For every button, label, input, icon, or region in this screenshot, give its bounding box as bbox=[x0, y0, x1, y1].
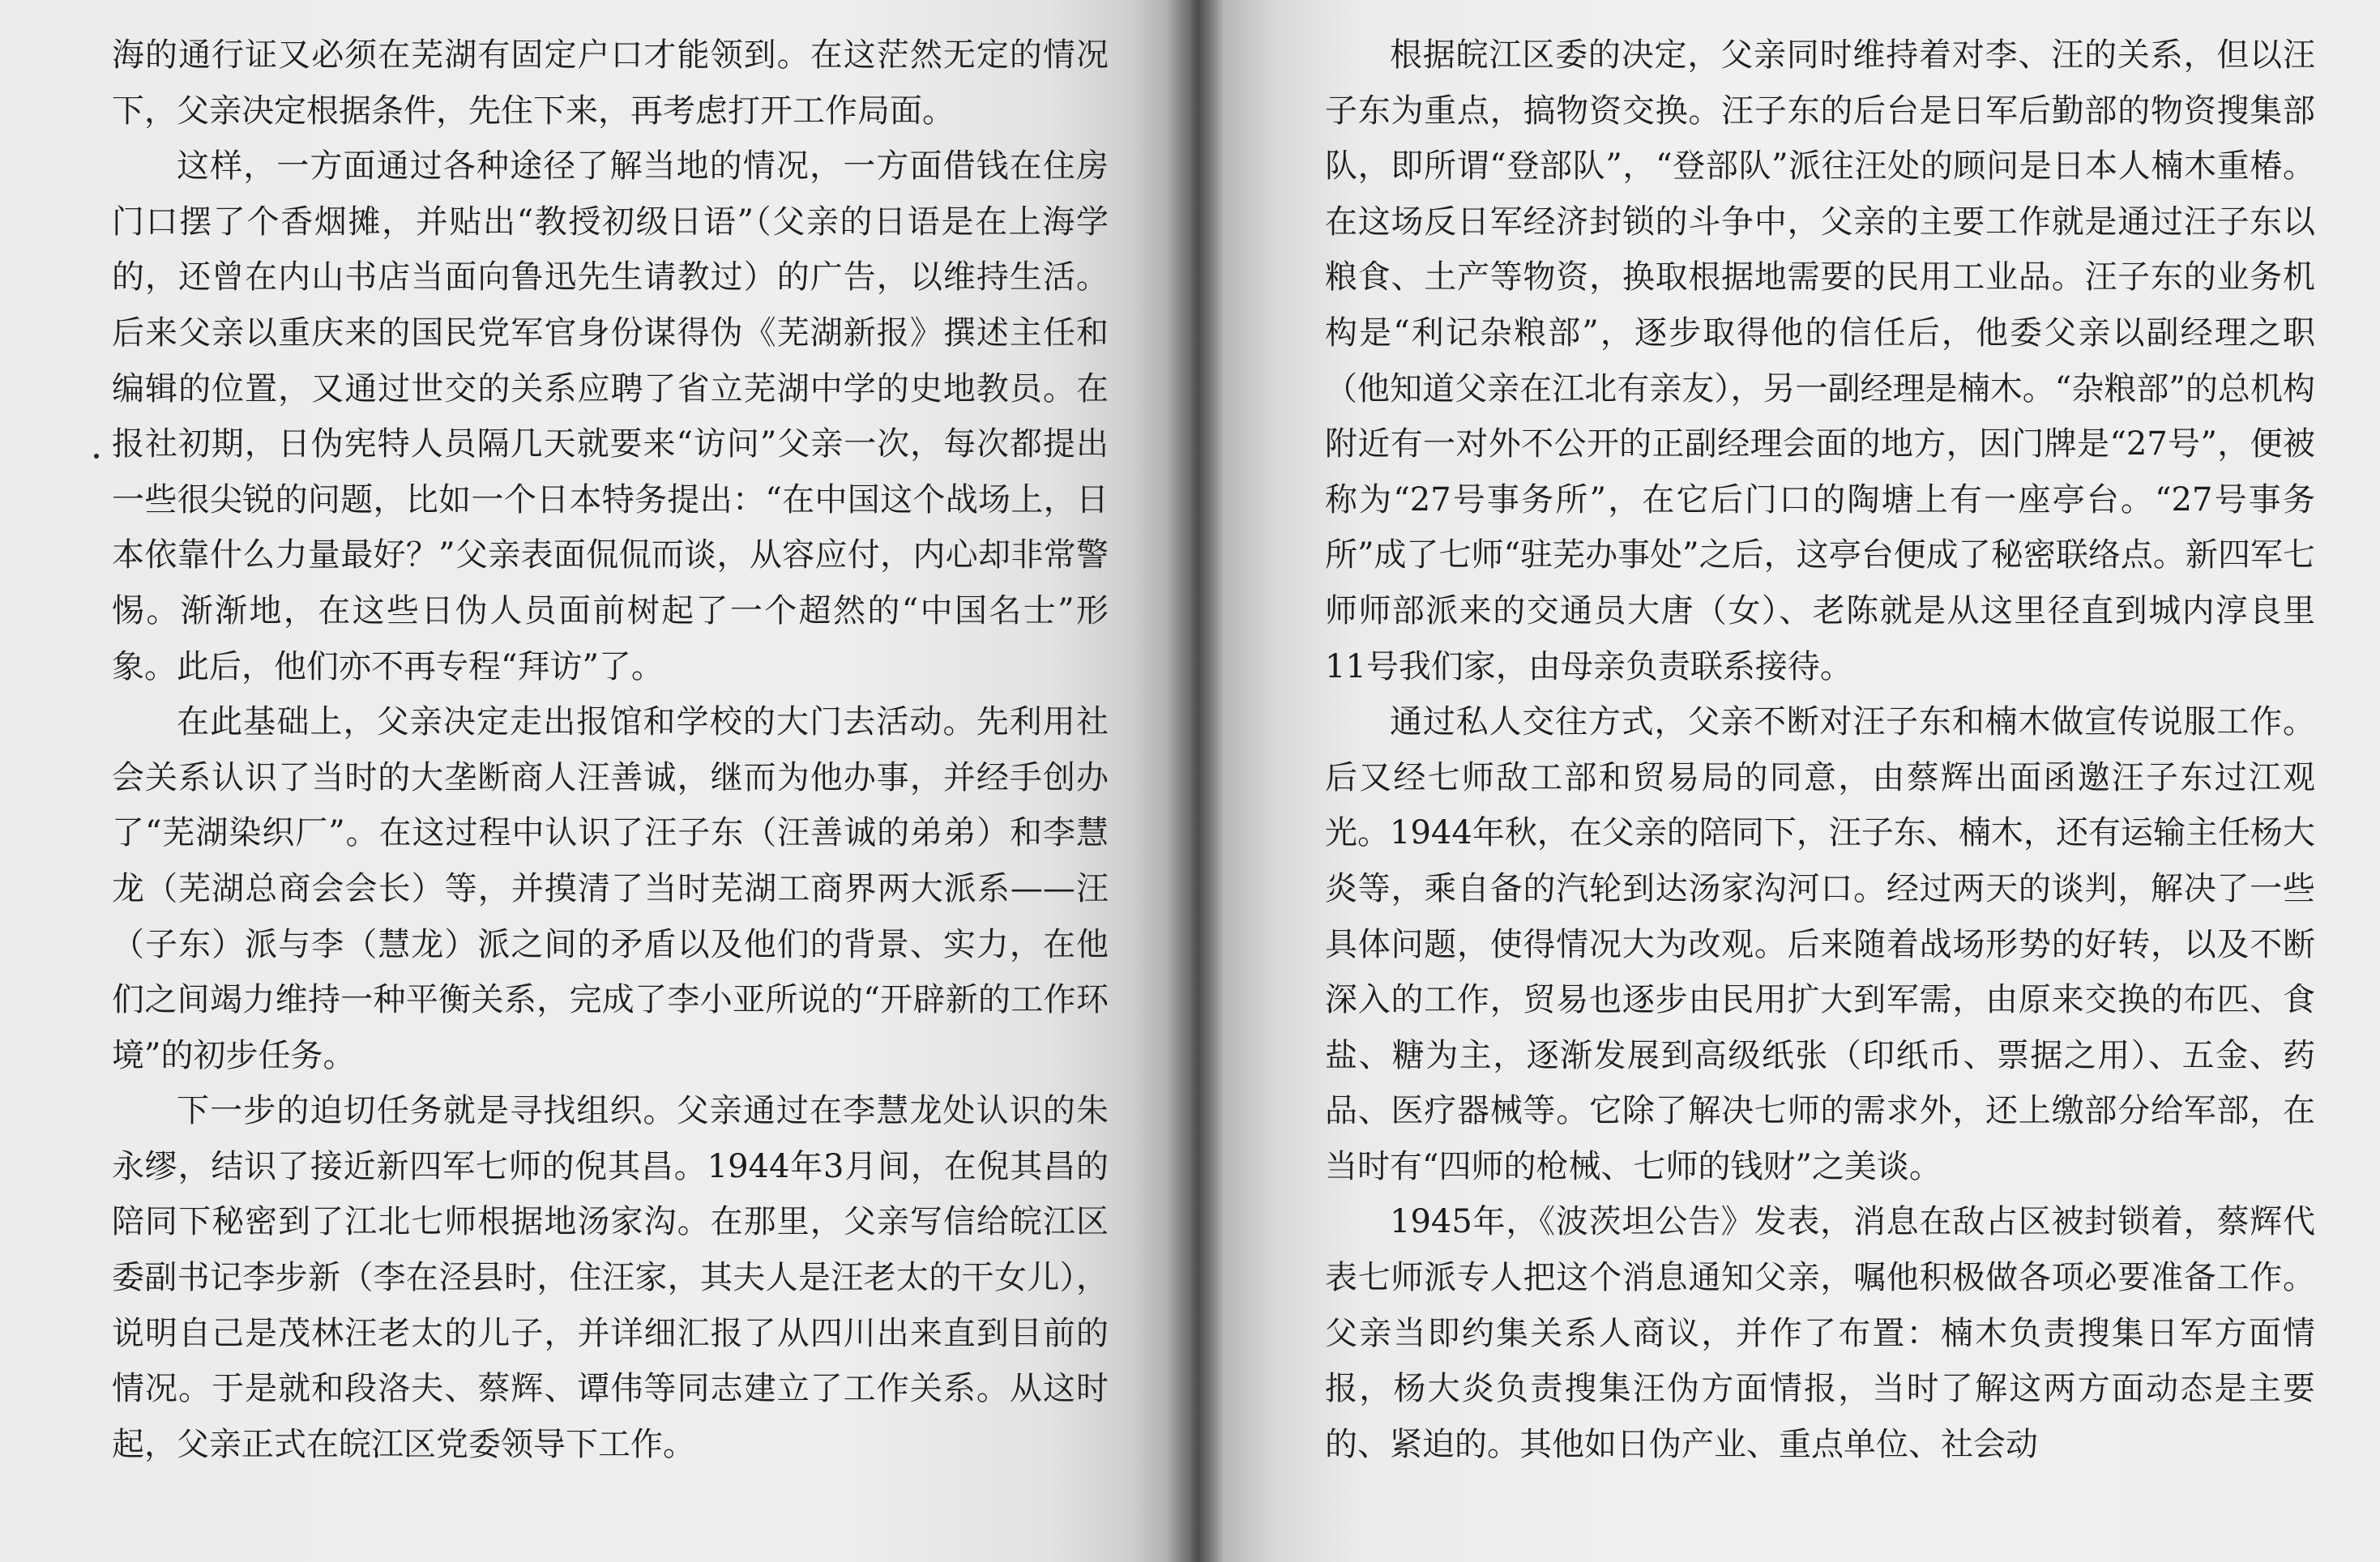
paragraph-continued: 海的通行证又必须在芜湖有固定户口才能领到。在这茫然无定的情况下，父亲决定根据条件，先住下来，再考虑打开工作局面。 bbox=[112, 36, 1109, 130]
left-page-text bbox=[112, 28, 1109, 1472]
paragraph: 在此基础上，父亲决定走出报馆和学校的大门去活动。先利用社会关系认识了当时的大垄断商人汪善诚，继而为他办事，并经手创办了“芜湖染织厂”。在这过程中认识了汪子东（汪善诚的弟弟）和李慧龙（芜湖总商会会长）等，并摸清了当时芜湖工商界两大派系——汪（子东）派与李（慧龙）派之间的矛盾以及他们的背景、实力，在他们之间竭力维持一种平衡关系，完成了李小亚所说的“开辟新的工作环境”的初步任务。 bbox=[112, 703, 1109, 1074]
right-page bbox=[1191, 0, 2380, 1562]
paragraph: 通过私人交往方式，父亲不断对汪子东和楠木做宣传说服工作。后又经七师敌工部和贸易局的同意，由蔡辉出面函邀汪子东过江观光。1944年秋，在父亲的陪同下，汪子东、楠木，还有运输主任杨大炎等，乘自备的汽轮到达汤家沟河口。经过两天的谈判，解决了一些具体问题，使得情况大为改观。后来随着战场形势的好转，以及不断深入的工作，贸易也逐步由民用扩大到军需，由原来交换的布匹、食盐、糖为主，逐渐发展到高级纸张（印纸币、票据之用）、五金、药品、医疗器械等。它除了解决七师的需求外，还上缴部分给军部，在当时有“四师的枪械、七师的钱财”之美谈。 bbox=[1325, 703, 2315, 1185]
book-gutter-shadow bbox=[1167, 0, 1224, 1562]
paragraph: 根据皖江区委的决定，父亲同时维持着对李、汪的关系，但以汪子东为重点，搞物资交换。汪子东的后台是日军后勤部的物资搜集部队，即所谓“登部队”，“登部队”派往汪处的顾问是日本人楠木重椿。在这场反日军经济封锁的斗争中，父亲的主要工作就是通过汪子东以粮食、土产等物资，换取根据地需要的民用工业品。汪子东的业务机构是“利记杂粮部”，逐步取得他的信任后，他委父亲以副经理之职（他知道父亲在江北有亲友），另一副经理是楠木。“杂粮部”的总机构附近有一对外不公开的正副经理会面的地方，因门牌是“27号”，便被称为“27号事务所”，在它后门口的陶塘上有一座亭台。“27号事务所”成了七师“驻芜办事处”之后，这亭台便成了秘密联络点。新四军七师师部派来的交通员大唐（女）、老陈就是从这里径直到城内淳良里11号我们家，由母亲负责联系接待。 bbox=[1325, 36, 2315, 685]
paragraph: 这样，一方面通过各种途径了解当地的情况，一方面借钱在住房门口摆了个香烟摊，并贴出“教授初级日语”（父亲的日语是在上海学的，还曾在内山书店当面向鲁迅先生请教过）的广告，以维持生活。后来父亲以重庆来的国民党军官身份谋得伪《芜湖新报》撰述主任和编辑的位置，又通过世交的关系应聘了省立芜湖中学的史地教员。在报社初期，日伪宪特人员隔几天就要来“访问”父亲一次，每次都提出一些很尖锐的问题，比如一个日本特务提出：“在中国这个战场上，日本依靠什么力量最好？”父亲表面侃侃而谈，从容应付，内心却非常警惕。渐渐地，在这些日伪人员面前树起了一个超然的“中国名士”形象。此后，他们亦不再专程“拜访”了。 bbox=[112, 147, 1109, 685]
right-page-text bbox=[1325, 28, 2315, 1472]
paragraph: 下一步的迫切任务就是寻找组织。父亲通过在李慧龙处认识的朱永缪，结识了接近新四军七师的倪其昌。1944年3月间，在倪其昌的陪同下秘密到了江北七师根据地汤家沟。在那里，父亲写信给皖江区委副书记李步新（李在泾县时，住汪家，其夫人是汪老太的干女儿），说明自己是茂林汪老太的儿子，并详细汇报了从四川出来直到目前的情况。于是就和段洛夫、蔡辉、谭伟等同志建立了工作关系。从这时起，父亲正式在皖江区党委领导下工作。 bbox=[112, 1092, 1109, 1463]
margin-dot bbox=[94, 454, 99, 459]
paragraph: 1945年，《波茨坦公告》发表，消息在敌占区被封锁着，蔡辉代表七师派专人把这个消息通知父亲，嘱他积极做各项必要准备工作。父亲当即约集关系人商议，并作了布置：楠木负责搜集日军方面情报，杨大炎负责搜集汪伪方面情报，当时了解这两方面动态是主要的、紧迫的。其他如日伪产业、重点单位、社会动 bbox=[1325, 1203, 2315, 1463]
